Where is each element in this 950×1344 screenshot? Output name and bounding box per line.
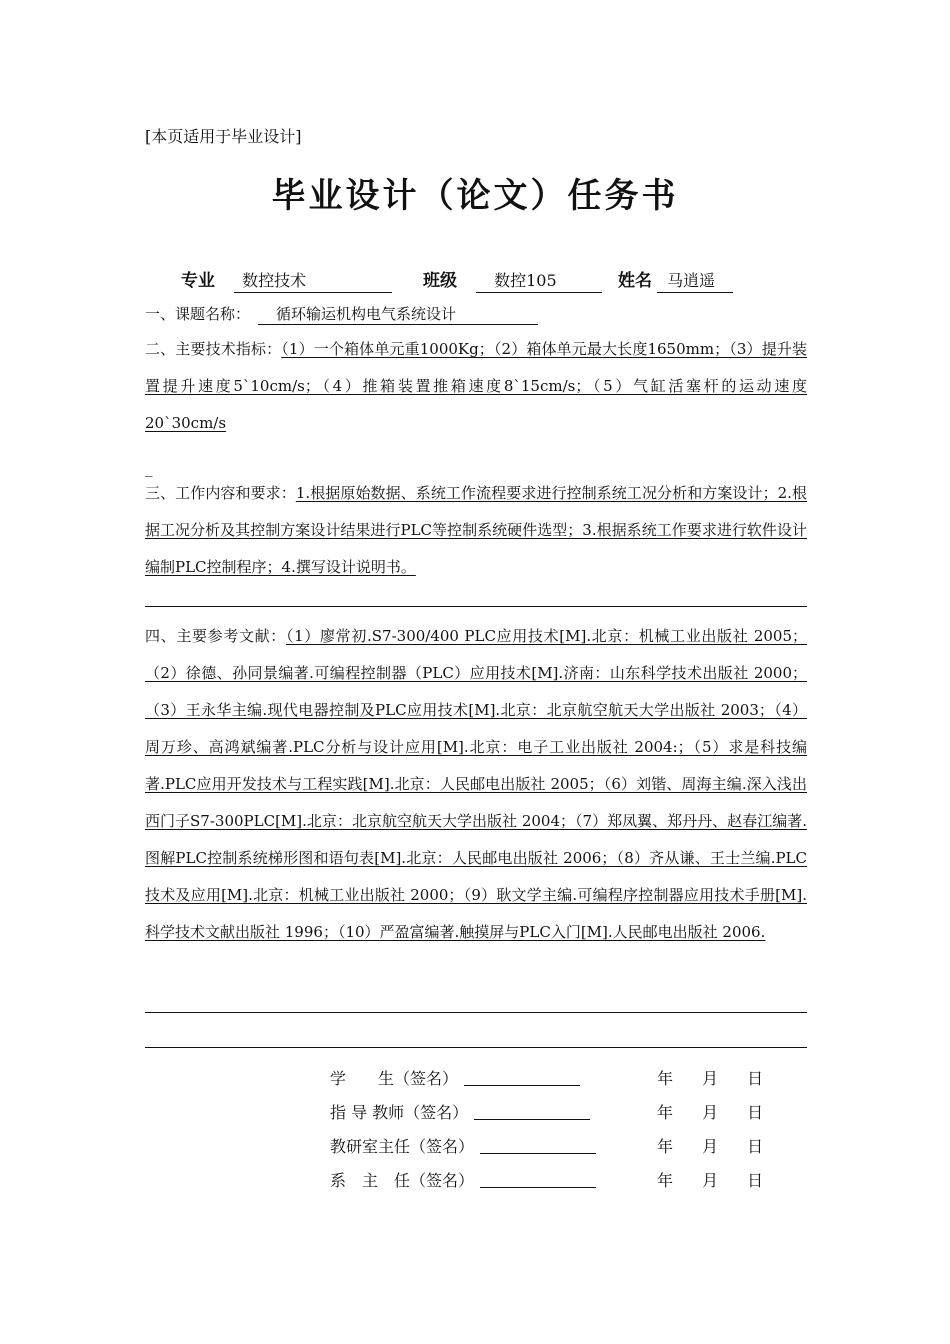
signature-role: 指 导 教师（签名） [330, 1103, 469, 1122]
references-value: （1）廖常初.S7-300/400 PLC应用技术[M].北京：机械工业出版社 2005；（2）徐德、孙同景编著.可编程控制器（PLC）应用技术[M].济南：山东科学技术出版社 2000；（3）王永华主编.现代电器控制及PLC应用技术[M].北京：北京航空航天大学出版社 2003；（4）周万珍、高鸿斌编著.PLC分析与设计应用[M].北京：电子工业出版社 2004:；（5）求是科技编著.PLC应用开发技术与工程实践[M].北京：人民邮电出版社 2005；（6）刘锴、周海主编.深入浅出西门子S7-300PLC[M].北京：北京航空航天大学出版社 2004；（7）郑凤翼、郑丹丹、赵春江编著.图解PLC控制系统梯形图和语句表[M].北京：人民邮电出版社 2006；（8）齐从谦、王士兰编.PLC技术及应用[M].北京：机械工业出版社 2000；（9）耿文学主编.可编程序控制器应用技术手册[M].科学技术文献出版社 1996；（10）严盈富编著.触摸屏与PLC入门[M].人民邮电出版社 2006. [145, 627, 807, 941]
signature-line [474, 1119, 590, 1120]
tech-value: （1）一个箱体单元重1000Kg；（2）箱体单元最大长度1650mm；（3）提升装置提升速度5`10cm/s；（4）推箱装置推箱速度8`15cm/s；（5）气缸活塞杆的运动速度20`30cm/s [145, 340, 807, 432]
work-section [145, 475, 807, 586]
topic-section [145, 296, 807, 333]
divider-line [145, 1012, 807, 1013]
signature-row-department-head [330, 1168, 596, 1191]
signature-role: 教研室主任（签名） [330, 1137, 475, 1156]
name-label: 姓名 [618, 271, 652, 291]
signature-role: 系 主 任（签名） [330, 1171, 475, 1190]
major-field [181, 266, 392, 293]
major-label: 专业 [181, 271, 215, 291]
signature-line [464, 1085, 580, 1086]
tech-label: 二、主要技术指标： [145, 340, 282, 358]
name-value: 马逍遥 [657, 271, 733, 293]
class-field [423, 266, 602, 293]
signature-row-section-head [330, 1134, 596, 1157]
work-value: 1.根据原始数据、系统工作流程要求进行控制系统工况分析和方案设计；2.根据工况分析及其控制方案设计结果进行PLC等控制系统硬件选型；3.根据系统工作要求进行软件设计编制PLC控制程序；4.撰写设计说明书。 [145, 484, 807, 576]
signature-date: 年 月 日 [657, 1069, 764, 1088]
references-label: 四、主要参考文献： [145, 627, 286, 645]
signature-date: 年 月 日 [657, 1171, 764, 1190]
signature-row-student [330, 1066, 580, 1089]
applicability-note: [本页适用于毕业设计] [145, 127, 302, 146]
major-value: 数控技术 [234, 271, 392, 293]
tech-trailing-mark: _ [145, 459, 153, 477]
signature-role: 学 生（签名） [330, 1069, 459, 1088]
signature-line [480, 1153, 596, 1154]
signature-row-advisor [330, 1100, 590, 1123]
tech-section [145, 331, 807, 442]
divider-line [145, 606, 807, 607]
topic-value: 循环输运机构电气系统设计 [258, 305, 538, 325]
references-section [145, 618, 807, 951]
signature-line [480, 1187, 596, 1188]
signature-date: 年 月 日 [657, 1137, 764, 1156]
work-label: 三、工作内容和要求： [145, 484, 296, 502]
class-value: 数控105 [476, 271, 602, 293]
class-label: 班级 [423, 271, 457, 291]
name-field [618, 266, 733, 293]
divider-line [145, 1047, 807, 1048]
topic-label: 一、课题名称： [145, 305, 251, 323]
signature-date: 年 月 日 [657, 1103, 764, 1122]
document-title: 毕业设计（论文）任务书 [271, 176, 679, 216]
